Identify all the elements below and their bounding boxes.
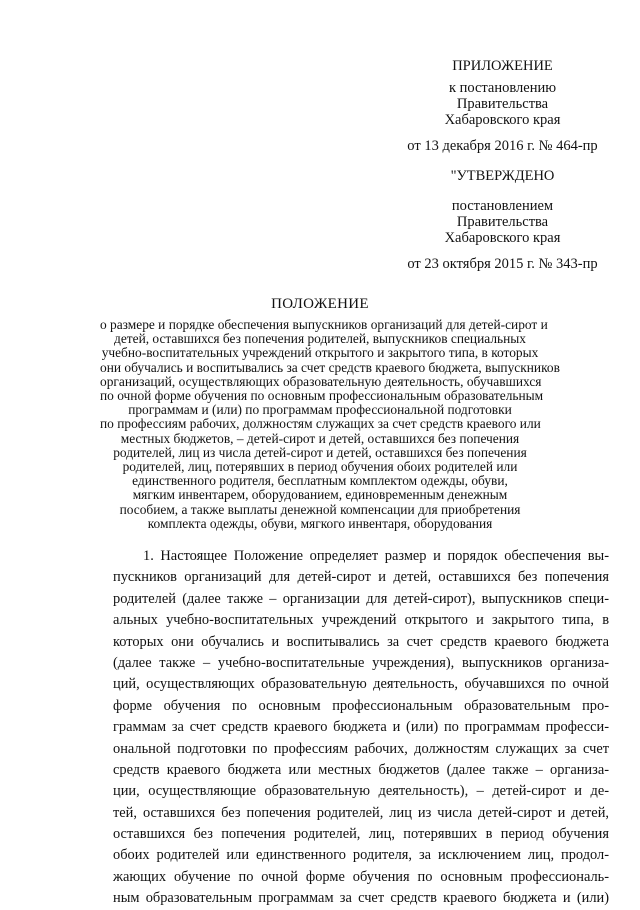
subtitle-line: местных бюджетов, – детей-сирот и детей, оставшихся без попечения [120, 430, 520, 446]
body-line: 1. Настоящее Положение определяет размер и порядок обеспечения вы- [143, 548, 609, 564]
subtitle-line: пособием, а также выплаты денежной компенсации для приобретения [119, 501, 521, 517]
approved-date-number: от 23 октября 2015 г. № 343-пр [407, 256, 598, 272]
appendix-to-resolution: к постановлению [448, 80, 557, 96]
body-line: (далее также – учебно-воспитательные учреждения), выпускников организа- [113, 654, 609, 671]
appendix-heading: ПРИЛОЖЕНИЕ [452, 58, 553, 74]
subtitle-line: единственного родителя, бесплатным комплектом одежды, обуви, [132, 473, 508, 489]
subtitle-line: мягким инвентарем, оборудованием, единовременным денежным [132, 487, 508, 503]
body-line: ции, осуществляющие образовательную деятельность), – детей-сирот и де- [113, 783, 609, 800]
subtitle-line: по очной форме обучения по основным профессиональным образовательным [100, 388, 544, 404]
body-line: ций, осуществляющих образовательную деятельность, обучавшихся по очной [113, 676, 609, 693]
document-subtitle [100, 317, 560, 531]
subtitle-line: программам и (или) по программам профессиональной подготовки [128, 402, 512, 418]
body-line: оставшихся без попечения родителей, лиц, потерявших в период обучения [113, 826, 609, 843]
body-line: родителей (далее также – организации для детей-сирот), выпускников специ- [113, 590, 609, 607]
body-line: обоих родителей или единственного родителя, за исключением лиц, продол- [113, 847, 609, 864]
body-line: форме обучения по основным профессиональным образовательным про- [113, 697, 609, 714]
approved-by-resolution: постановлением [451, 198, 554, 214]
document-title: ПОЛОЖЕНИЕ [271, 296, 369, 312]
subtitle-line: они обучались и воспитывались за счет средств краевого бюджета, выпускников [100, 359, 560, 375]
body-line: ональной подготовки по профессиям рабочих, должностям служащих за счет [113, 740, 609, 757]
body-line: альных учебно-воспитательных учреждений открытого и закрытого типа, в [113, 612, 609, 629]
body-line: ным образовательным программам за счет средств краевого бюджета и (или) [113, 890, 609, 907]
appendix-date-number: от 13 декабря 2016 г. № 464-пр [407, 138, 598, 154]
approved-label: "УТВЕРЖДЕНО [450, 168, 555, 184]
appendix-block [390, 58, 615, 272]
subtitle-line: детей, оставшихся без попечения родителей, выпускников специальных [114, 331, 526, 347]
subtitle-line: комплекта одежды, обуви, мягкого инвентаря, оборудования [147, 515, 493, 531]
document-body [113, 546, 609, 910]
approved-region: Хабаровского края [444, 230, 561, 246]
body-line: тей, оставшихся без попечения родителей, лиц из числа детей-сирот и детей, [113, 804, 609, 821]
subtitle-line: о размере и порядке обеспечения выпускников организаций для детей-сирот и [100, 317, 548, 332]
appendix-region: Хабаровского края [444, 112, 561, 128]
body-line: жающих обучение по очной форме обучения по основным профессиональ- [113, 868, 609, 885]
appendix-government: Правительства [456, 96, 549, 112]
approved-government: Правительства [456, 214, 549, 230]
body-line: граммам за счет средств краевого бюджета и (или) по программам професси- [113, 719, 609, 736]
body-line: пускников организаций для детей-сирот и детей, оставшихся без попечения [113, 569, 609, 586]
subtitle-line: родителей, лиц, потерявших в период обучения обоих родителей или [122, 459, 518, 475]
body-line: которых они обучались и воспитывались за счет средств краевого бюджета [113, 633, 609, 650]
subtitle-line: организаций, осуществляющих образовательную деятельность, обучавшихся [100, 373, 542, 389]
body-line: средств краевого бюджета или местных бюджетов (далее также – организа- [113, 761, 609, 778]
subtitle-line: родителей, лиц из числа детей-сирот и детей, оставшихся без попечения [113, 444, 527, 460]
subtitle-line: учебно-воспитательных учреждений открытого и закрытого типа, в которых [101, 345, 539, 361]
subtitle-line: по профессиям рабочих, должностям служащих за счет средств краевого или [100, 416, 541, 432]
